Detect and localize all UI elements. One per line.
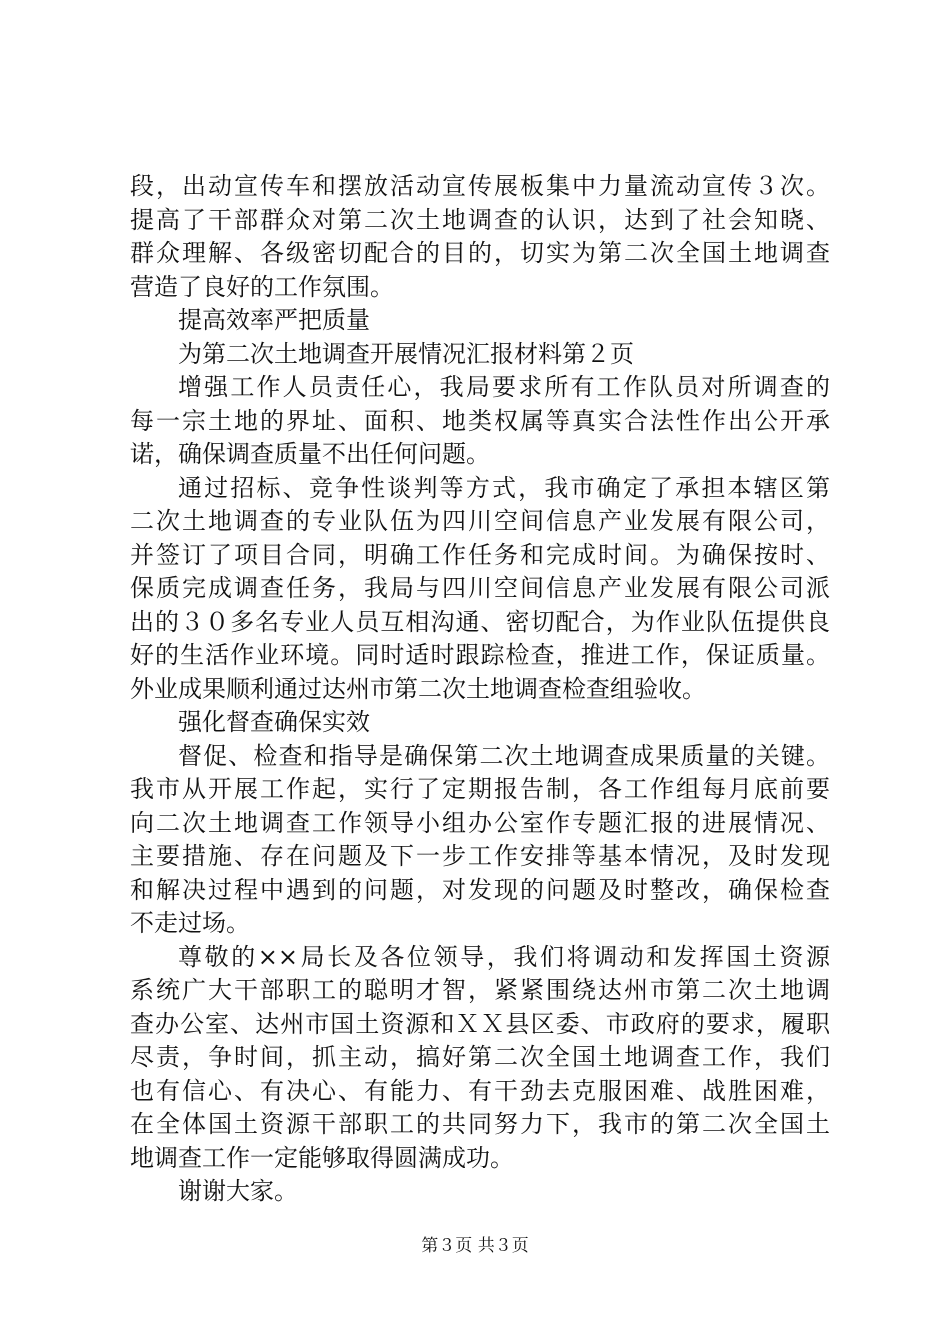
para-thanks bbox=[130, 1175, 830, 1209]
text-line: 在全体国土资源干部职工的共同努力下，我市的第二次全国土 bbox=[130, 1110, 830, 1138]
text-line: 不走过场。 bbox=[130, 909, 250, 937]
text-line: 二次土地调查的专业队伍为四川空间信息产业发展有限公司， bbox=[130, 507, 830, 535]
text-line: 段，出动宣传车和摆放活动宣传展板集中力量流动宣传３次。 bbox=[130, 172, 830, 200]
text-line: 通过招标、竞争性谈判等方式，我市确定了承担本辖区第 bbox=[178, 473, 830, 502]
section-heading: 强化督查确保实效 bbox=[178, 708, 370, 736]
text-line: 谢谢大家。 bbox=[178, 1177, 298, 1205]
text-line: 系统广大干部职工的聪明才智，紧紧围绕达州市第二次土地调 bbox=[130, 976, 830, 1004]
document-body bbox=[130, 170, 830, 1209]
text-line: 群众理解、各级密切配合的目的，切实为第二次全国土地调查 bbox=[130, 239, 830, 267]
text-line: 尽责，争时间，抓主动，搞好第二次全国土地调查工作，我们 bbox=[130, 1043, 830, 1071]
para-responsibility bbox=[130, 371, 830, 472]
text-line: 出的３０多名专业人员互相沟通、密切配合，为作业队伍提供良 bbox=[130, 607, 830, 636]
para-supervision bbox=[130, 740, 830, 941]
text-line: 我市从开展工作起，实行了定期报告制，各工作组每月底前要 bbox=[130, 775, 830, 803]
text-line: 增强工作人员责任心，我局要求所有工作队员对所调查的 bbox=[178, 373, 830, 401]
text-line: 查办公室、达州市国土资源和ＸＸ县区委、市政府的要求，履职 bbox=[130, 1009, 830, 1038]
text-line: 每一宗土地的界址、面积、地类权属等真实合法性作出公开承 bbox=[130, 406, 830, 435]
page-marker-text: 为第二次土地调查开展情况汇报材料第２页 bbox=[178, 339, 634, 368]
para-closing bbox=[130, 941, 830, 1176]
page-footer bbox=[0, 1236, 950, 1256]
text-line: 地调查工作一定能够取得圆满成功。 bbox=[130, 1143, 514, 1172]
para-bidding bbox=[130, 472, 830, 707]
heading-supervision bbox=[130, 706, 830, 740]
text-line: 和解决过程中遇到的问题，对发现的问题及时整改，确保检查 bbox=[130, 875, 830, 904]
text-line: 也有信心、有决心、有能力、有干劲去克服困难、战胜困难， bbox=[130, 1076, 830, 1105]
text-line: 营造了良好的工作氛围。 bbox=[130, 272, 394, 301]
page-number-label: 第３页 共３页 bbox=[421, 1236, 529, 1256]
text-line: 主要措施、存在问题及下一步工作安排等基本情况，及时发现 bbox=[130, 842, 830, 870]
text-line: 督促、检查和指导是确保第二次土地调查成果质量的关键。 bbox=[178, 741, 830, 770]
text-line: 向二次土地调查工作领导小组办公室作专题汇报的进展情况、 bbox=[130, 808, 830, 837]
text-line: 外业成果顺利通过达州市第二次土地调查检查组验收。 bbox=[130, 674, 706, 703]
text-line: 诺，确保调查质量不出任何问题。 bbox=[130, 440, 490, 468]
text-line: 并签订了项目合同，明确工作任务和完成时间。为确保按时、 bbox=[130, 540, 830, 569]
text-line: 尊敬的××局长及各位领导，我们将调动和发挥国土资源 bbox=[178, 942, 830, 971]
section-heading: 提高效率严把质量 bbox=[178, 306, 370, 334]
text-line: 提高了干部群众对第二次土地调查的认识，达到了社会知晓、 bbox=[130, 205, 830, 234]
text-line: 好的生活作业环境。同时适时跟踪检查，推进工作，保证质量。 bbox=[130, 641, 830, 669]
text-line: 保质完成调查任务，我局与四川空间信息产业发展有限公司派 bbox=[130, 574, 830, 602]
heading-efficiency bbox=[130, 304, 830, 338]
para-publicity bbox=[130, 170, 830, 304]
page-marker-line bbox=[130, 338, 830, 372]
